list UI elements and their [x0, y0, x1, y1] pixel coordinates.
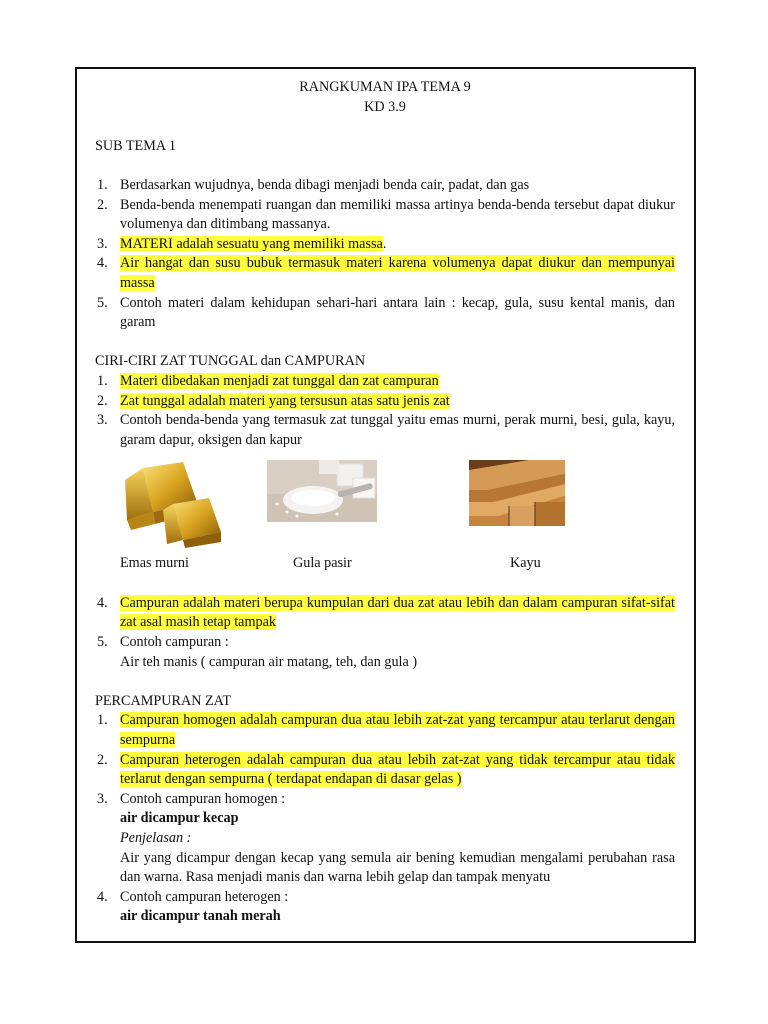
highlighted-text: MATERI adalah sesuatu yang memiliki massa [120, 235, 383, 252]
list-item: 1. Campuran homogen adalah campuran dua atau lebih zat-zat yang tercampur atau terlarut dengan sempurna [97, 712, 675, 749]
list-item: 3. MATERI adalah sesuatu yang memiliki massa. [97, 235, 387, 252]
list-item: 4. Air hangat dan susu bubuk termasuk materi karena volumenya dapat diukur dan mempunyai massa [97, 255, 675, 291]
list-item: 5. Contoh materi dalam kehidupan sehari-hari antara lain : kecap, gula, susu kental manis, dan garam [97, 294, 675, 331]
section-heading-ciri-ciri: CIRI-CIRI ZAT TUNGGAL dan CAMPURAN [95, 353, 366, 370]
gold-bars-image [123, 460, 223, 548]
sugar-image [267, 460, 377, 522]
list-item: 2. Campuran heterogen adalah campuran dua atau lebih zat-zat yang tidak tercampur atau tidak terlarut dengan sempurna ( terdapat endapan di dasar gelas ) [97, 751, 675, 788]
image-row [95, 456, 675, 554]
wood-planks-image [469, 460, 565, 526]
example-text: Air teh manis ( campuran air matang, teh, dan gula ) [120, 653, 418, 670]
caption-emas-murni: Emas murni [120, 555, 189, 572]
list-item: 3. Contoh benda-benda yang termasuk zat tunggal yaitu emas murni, perak murni, besi, gula, kayu, garam dapur, oksigen dan kapur [97, 412, 675, 448]
highlighted-text: Zat tunggal adalah materi yang tersusun atas satu jenis zat [120, 392, 450, 409]
percampuran-list [95, 711, 675, 927]
list-item: 5. Contoh campuran : Air teh manis ( campuran air matang, teh, dan gula ) [95, 633, 675, 672]
highlighted-text: Campuran adalah materi berupa kumpulan dari dua zat atau lebih dan dalam campuran sifat-sifat zat asal masih tetap tampak [120, 594, 675, 631]
document-body [95, 78, 675, 927]
image-captions [95, 554, 675, 574]
example-text: air dicampur kecap [120, 810, 239, 827]
ciri-ciri-list [95, 372, 675, 450]
highlighted-text: Air hangat dan susu bubuk termasuk materi karena volumenya dapat diukur dan mempunyai massa [120, 255, 675, 291]
explanation-text: Air yang dicampur dengan kecap yang semula air bening kemudian mengalami perubahan rasa dan warna. Rasa menjadi manis dan warna lebih gelap dan tampak menyatu [120, 849, 675, 886]
caption-gula-pasir: Gula pasir [293, 555, 352, 572]
list-item: 1. Berdasarkan wujudnya, benda dibagi menjadi benda cair, padat, dan gas [97, 176, 530, 193]
page-title: RANGKUMAN IPA TEMA 9 [299, 79, 471, 95]
campuran-list [95, 594, 675, 672]
list-item: 2. Zat tunggal adalah materi yang tersusun atas satu jenis zat [97, 392, 450, 409]
section-heading-sub-tema: SUB TEMA 1 [95, 137, 176, 154]
highlighted-text: Campuran heterogen adalah campuran dua atau lebih zat-zat yang tidak tercampur atau tidak terlarut dengan sempurna ( terdapat endapan di dasar gelas ) [120, 751, 675, 788]
example-text: air dicampur tanah merah [120, 908, 281, 925]
highlighted-text: Campuran homogen adalah campuran dua atau lebih zat-zat yang tercampur atau terlarut dengan sempurna [120, 712, 675, 749]
section-heading-percampuran: PERCAMPURAN ZAT [95, 692, 231, 709]
list-item: 4. Campuran adalah materi berupa kumpulan dari dua zat atau lebih dan dalam campuran sifat-sifat zat asal masih tetap tampak [97, 594, 675, 631]
caption-kayu: Kayu [510, 555, 541, 572]
page-subtitle: KD 3.9 [364, 98, 406, 115]
highlighted-text: Materi dibedakan menjadi zat tunggal dan zat campuran [120, 372, 439, 389]
list-item: 4. Contoh campuran heterogen : air dicampur tanah merah [95, 888, 675, 927]
explanation-label: Penjelasan : [120, 830, 192, 846]
list-item: 3. Contoh campuran homogen : air dicampur kecap Penjelasan : Air yang dicampur dengan kecap yang semula air bening kemudian mengalami perubahan rasa dan warna. Rasa menjadi manis dan warna lebih gelap dan tampak menyatu [95, 790, 675, 888]
list-item: 2. Benda-benda menempati ruangan dan memiliki massa artinya benda-benda tersebut dapat diukur volumenya dan ditimbang massanya. [97, 196, 675, 233]
list-item: 1. Materi dibedakan menjadi zat tunggal dan zat campuran [97, 372, 439, 389]
sub-tema-list [95, 176, 675, 333]
